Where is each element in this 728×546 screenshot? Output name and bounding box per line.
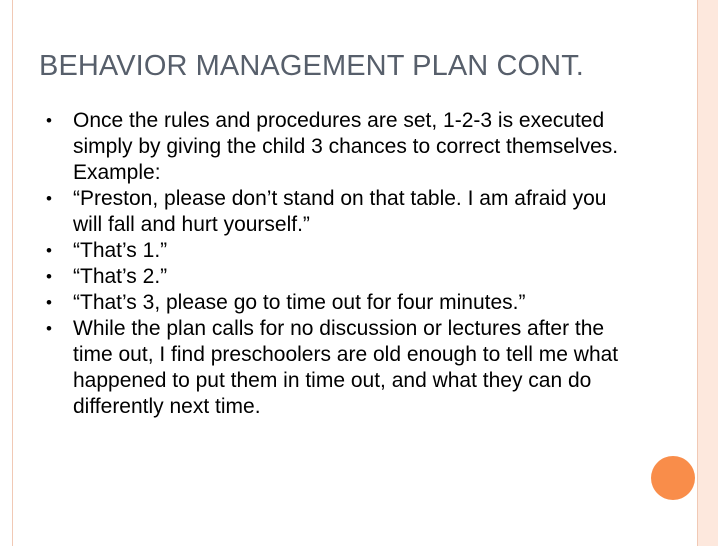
bullet-dot: •: [46, 241, 52, 260]
bullet-item: [46, 290, 626, 316]
bullet-item: [46, 264, 626, 290]
bullet-dot: •: [46, 267, 52, 286]
bullet-item: [46, 186, 626, 238]
bullet-text: Once the rules and procedures are set, 1-2-3 is executed simply by giving the child 3 chances to correct themselves. Example:: [73, 109, 619, 184]
bullet-text: “That’s 3, please go to time out for four minutes.”: [73, 291, 526, 314]
bullet-item: [46, 238, 626, 264]
bullet-dot: •: [46, 111, 52, 130]
bullet-dot: •: [46, 319, 52, 338]
left-border-line: [12, 0, 13, 546]
right-decorative-band: [698, 0, 718, 546]
bullet-text: “That’s 2.”: [73, 265, 168, 288]
bullet-list: [46, 108, 626, 420]
bullet-text: “That’s 1.”: [73, 239, 168, 262]
bullet-text: While the plan calls for no discussion or lectures after the time out, I find preschoolers are old enough to tell me what happened to put them in time out, and what they can do differently next time.: [73, 317, 619, 418]
bullet-dot: •: [46, 293, 52, 312]
slide-title: BEHAVIOR MANAGEMENT PLAN CONT.: [39, 50, 584, 82]
bullet-item: [46, 108, 626, 186]
orange-circle-decoration: [651, 456, 695, 500]
bullet-item: [46, 316, 626, 420]
bullet-text: “Preston, please don’t stand on that table. I am afraid you will fall and hurt yourself.”: [73, 187, 607, 236]
bullet-dot: •: [46, 189, 52, 208]
